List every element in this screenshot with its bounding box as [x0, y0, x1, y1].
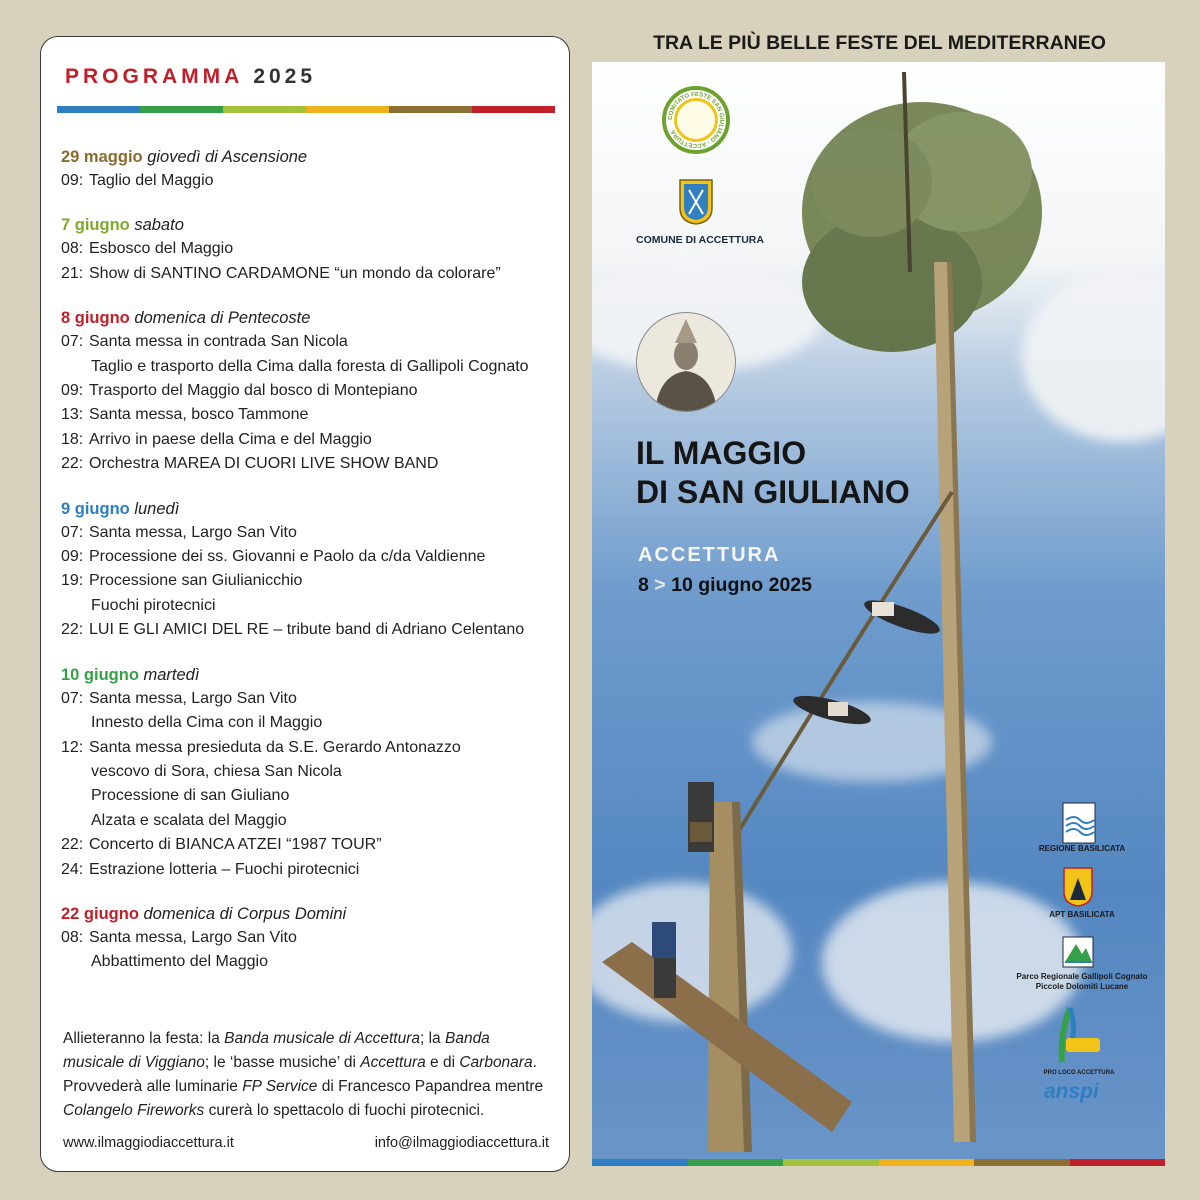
- event-time: 08:: [61, 240, 84, 258]
- program-day: [61, 306, 561, 476]
- event-row: [61, 403, 561, 427]
- note-fragment: Banda musicale di Viggiano: [63, 1030, 490, 1071]
- event-row: [61, 355, 561, 379]
- strip-segment: [140, 106, 223, 113]
- date-arrow: >: [654, 574, 666, 596]
- event-time: 21:: [61, 264, 84, 282]
- event-text: Processione di san Giuliano: [91, 787, 290, 805]
- event-row: [61, 833, 561, 857]
- day-date: 7 giugno: [61, 216, 130, 235]
- poster-dates: [638, 574, 812, 597]
- day-description: giovedì di Ascensione: [142, 148, 308, 166]
- day-description: sabato: [129, 216, 184, 235]
- event-time: 08:: [61, 928, 84, 946]
- strip-segment: [879, 1159, 975, 1166]
- event-time: 24:: [61, 860, 84, 878]
- parco-logo: [1062, 936, 1094, 968]
- strip-segment: [223, 106, 306, 113]
- climber: [688, 782, 714, 852]
- day-description: martedì: [138, 665, 200, 684]
- event-time: 07:: [61, 333, 84, 351]
- note-fragment: Allieteranno la festa: la: [63, 1030, 225, 1047]
- event-time: 19:: [61, 572, 84, 590]
- event-row: [61, 687, 561, 711]
- event-row: [61, 618, 561, 642]
- poster-place: ACCETTURA: [638, 544, 781, 566]
- color-strip: [57, 106, 555, 113]
- event-row: [61, 736, 561, 760]
- event-text: Arrivo in paese della Cima e del Maggio: [89, 430, 372, 448]
- date-rest: 10 giugno 2025: [671, 574, 812, 596]
- event-row: [61, 711, 561, 735]
- day-heading: [61, 306, 561, 330]
- day-date: 8 giugno: [61, 309, 130, 328]
- event-text: Esbosco del Maggio: [89, 240, 234, 258]
- event-text: Estrazione lotteria – Fuochi pirotecnici: [89, 860, 360, 878]
- event-text: Orchestra MAREA DI CUORI LIVE SHOW BAND: [89, 455, 439, 473]
- event-text: Santa messa, Largo San Vito: [89, 928, 297, 946]
- event-text: Alzata e scalata del Maggio: [91, 811, 287, 829]
- program-title-year: 2025: [253, 65, 317, 88]
- strip-segment: [592, 1159, 688, 1166]
- maggio-photo: [592, 62, 1165, 1166]
- event-time: 07:: [61, 689, 84, 707]
- event-text: vescovo di Sora, chiesa San Nicola: [91, 762, 342, 780]
- event-text: Santa messa, bosco Tammone: [89, 406, 309, 424]
- program-title-word: PROGRAMMA: [65, 65, 244, 88]
- event-time: 09:: [61, 382, 84, 400]
- date-start: 8: [638, 574, 649, 596]
- note-fragment: ; la: [420, 1030, 445, 1047]
- event-time: 22:: [61, 455, 84, 473]
- event-row: [61, 262, 561, 286]
- day-date: 22 giugno: [61, 904, 139, 923]
- anspi-logo: anspi: [1044, 1080, 1099, 1103]
- day-date: 29 maggio: [61, 148, 143, 166]
- program-panel: [40, 36, 570, 1172]
- event-time: 18:: [61, 430, 84, 448]
- note-fragment: Accettura: [360, 1054, 426, 1071]
- event-time: 09:: [61, 548, 84, 566]
- program-note: [63, 1027, 551, 1123]
- event-text: Innesto della Cima con il Maggio: [91, 714, 323, 732]
- note-fragment: Carbonara: [459, 1054, 533, 1071]
- strip-segment: [974, 1159, 1070, 1166]
- program-list: [61, 145, 561, 995]
- event-time: 22:: [61, 621, 84, 639]
- banner-headline: TRA LE PIÙ BELLE FESTE DEL MEDITERRANEO: [653, 32, 1106, 54]
- poster-title: [636, 434, 910, 512]
- event-text: Santa messa in contrada San Nicola: [89, 333, 348, 351]
- event-text: Taglio e trasporto della Cima dalla foresta di Gallipoli Cognato: [91, 357, 529, 375]
- program-day: [61, 213, 561, 286]
- event-row: [61, 428, 561, 452]
- event-row: [61, 237, 561, 261]
- event-row: [61, 784, 561, 808]
- day-heading: [61, 663, 561, 687]
- event-row: [61, 452, 561, 476]
- note-fragment: di Francesco Papandrea mentre: [317, 1078, 544, 1095]
- note-fragment: curerà lo spettacolo di fuochi pirotecnici.: [204, 1102, 485, 1119]
- note-fragment: FP Service: [242, 1078, 318, 1095]
- regione-basilicata-logo: [1062, 802, 1096, 844]
- event-row: [61, 809, 561, 833]
- event-text: LUI E GLI AMICI DEL RE – tribute band di Adriano Celentano: [89, 621, 525, 639]
- day-date: 10 giugno: [61, 665, 139, 684]
- event-time: 13:: [61, 406, 84, 424]
- event-time: 07:: [61, 523, 84, 541]
- event-text: Santa messa, Largo San Vito: [89, 523, 297, 541]
- saint-portrait: [636, 312, 736, 412]
- strip-segment: [306, 106, 389, 113]
- poster-title-line2: DI SAN GIULIANO: [636, 474, 910, 510]
- event-text: Show di SANTINO CARDAMONE “un mondo da colorare”: [89, 264, 501, 282]
- day-description: domenica di Corpus Domini: [138, 904, 347, 923]
- pro-loco-logo: [1052, 1002, 1102, 1066]
- strip-segment: [688, 1159, 784, 1166]
- strip-segment: [472, 106, 555, 113]
- parco-label: Parco Regionale Gallipoli Cognato Piccole Dolomiti Lucane: [1016, 972, 1148, 991]
- event-text: Taglio del Maggio: [89, 172, 214, 189]
- apt-basilicata-label: APT BASILICATA: [1049, 910, 1115, 919]
- event-row: [61, 379, 561, 403]
- strip-segment: [1070, 1159, 1166, 1166]
- tree-crown: [802, 102, 1042, 352]
- event-row: [61, 569, 561, 593]
- event-text: Abbattimento del Maggio: [91, 953, 268, 971]
- event-row: [61, 545, 561, 569]
- day-date: 9 giugno: [61, 499, 130, 518]
- day-heading: [61, 902, 561, 926]
- day-description: lunedì: [129, 499, 180, 518]
- program-day: [61, 145, 561, 193]
- note-fragment: Banda musicale di Accettura: [224, 1030, 420, 1047]
- apt-basilicata-logo: [1062, 864, 1094, 908]
- program-title: [65, 65, 316, 89]
- strip-segment: [783, 1159, 879, 1166]
- event-row: [61, 521, 561, 545]
- regione-basilicata-label: REGIONE BASILICATA: [1038, 844, 1126, 853]
- comune-crest: [678, 178, 714, 226]
- climber: [652, 922, 676, 998]
- event-row: [61, 760, 561, 784]
- program-day: [61, 902, 561, 975]
- email-link[interactable]: info@ilmaggiodiaccettura.it: [374, 1135, 549, 1151]
- strip-segment: [389, 106, 472, 113]
- event-text: Santa messa, Largo San Vito: [89, 689, 297, 707]
- note-fragment: e di: [425, 1054, 460, 1071]
- event-text: Concerto di BIANCA ATZEI “1987 TOUR”: [89, 836, 382, 854]
- poster-title-line1: IL MAGGIO: [636, 435, 807, 471]
- comitato-logo: [662, 86, 730, 154]
- pro-loco-label: PRO LOCO ACCETTURA: [1043, 1070, 1115, 1076]
- program-day: [61, 497, 561, 643]
- event-time: 09:: [61, 172, 84, 189]
- event-time: 12:: [61, 738, 84, 756]
- event-text: Trasporto del Maggio dal bosco di Montepiano: [89, 382, 418, 400]
- day-description: domenica di Pentecoste: [129, 309, 311, 328]
- program-day: [61, 663, 561, 882]
- event-row: [61, 169, 561, 193]
- strip-segment: [57, 106, 140, 113]
- event-time: 22:: [61, 836, 84, 854]
- day-heading: [61, 497, 561, 521]
- event-text: Processione dei ss. Giovanni e Paolo da c/da Valdienne: [89, 548, 486, 566]
- day-heading: [61, 213, 561, 237]
- svg-text:COMITATO FESTE SAN GIULIANO ·: COMITATO FESTE SAN GIULIANO · ACCETTURA: [667, 91, 725, 149]
- event-row: [61, 858, 561, 882]
- event-row: [61, 926, 561, 950]
- event-text: Santa messa presieduta da S.E. Gerardo Antonazzo: [89, 738, 461, 756]
- event-text: Processione san Giulianicchio: [89, 572, 303, 590]
- poster-color-strip: [592, 1159, 1165, 1166]
- poster: [592, 62, 1165, 1166]
- event-text: Fuochi pirotecnici: [91, 596, 216, 614]
- note-fragment: Colangelo Fireworks: [63, 1102, 205, 1119]
- website-link[interactable]: www.ilmaggiodiaccettura.it: [63, 1135, 234, 1151]
- event-row: [61, 330, 561, 354]
- note-fragment: . Provvederà alle luminarie: [63, 1054, 537, 1095]
- event-row: [61, 950, 561, 974]
- day-heading: [61, 145, 561, 169]
- comitato-ring-text: [666, 90, 726, 150]
- event-row: [61, 594, 561, 618]
- note-fragment: ; le ‘basse musiche’ di: [204, 1054, 361, 1071]
- comune-label: COMUNE DI ACCETTURA: [636, 234, 764, 246]
